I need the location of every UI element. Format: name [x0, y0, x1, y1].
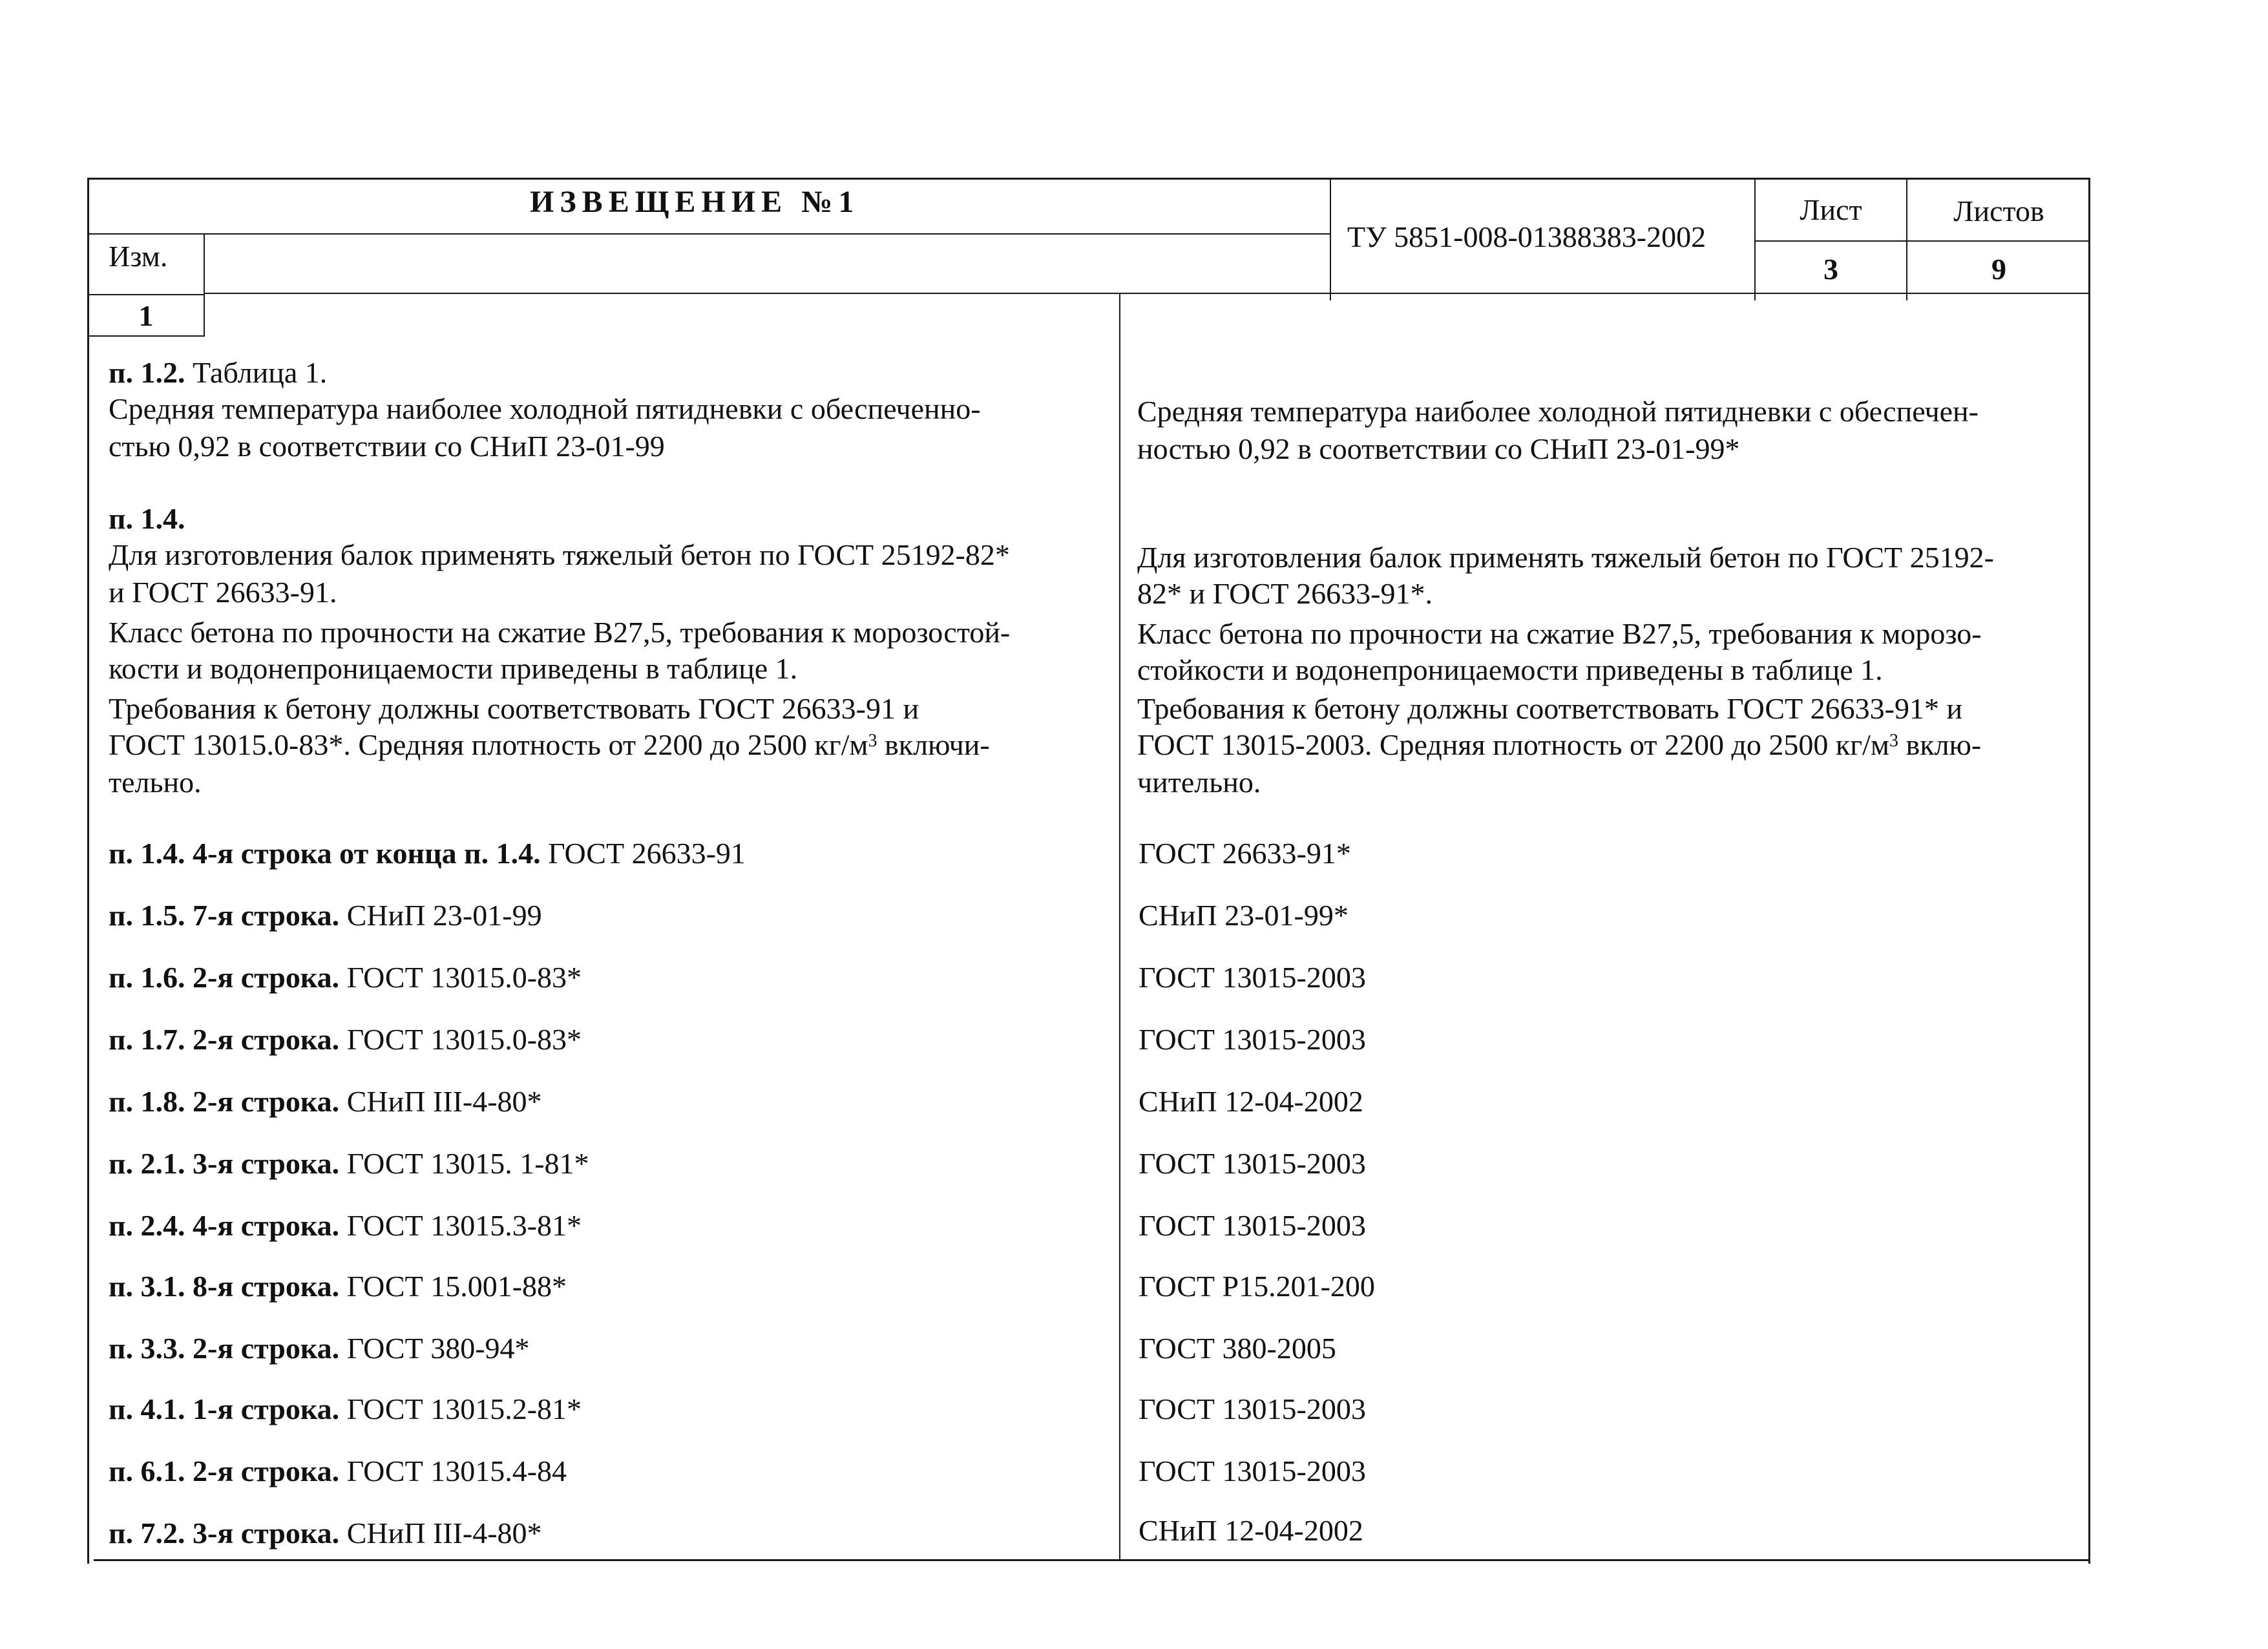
change-row-right: ГОСТ 13015-2003 [1139, 961, 1366, 994]
izm-cell-divider [87, 294, 205, 295]
sheet-number: 3 [1823, 253, 1838, 286]
left-line: стью 0,92 в соответствии со СНиП 23-01-99 [109, 430, 665, 463]
sheets-total-label: Листов [1953, 194, 2044, 227]
header-bottom-line [204, 293, 2090, 294]
change-row-left: п. 1.6. 2-я строка. ГОСТ 13015.0-83* [109, 961, 582, 994]
change-row-right: ГОСТ 13015-2003 [1139, 1023, 1366, 1056]
change-row-left: п. 1.7. 2-я строка. ГОСТ 13015.0-83* [109, 1023, 582, 1056]
change-row-right: СНиП 12-04-2002 [1139, 1514, 1363, 1547]
change-row-left: п. 1.5. 7-я строка. СНиП 23-01-99 [109, 899, 542, 932]
header-title-underline [87, 233, 1331, 235]
left-line: кости и водонепроницаемости приведены в таблице 1. [109, 652, 798, 685]
document-code: ТУ 5851-008-01388383-2002 [1347, 220, 1706, 253]
right-line: Средняя температура наиболее холодной пятидневки с обеспечен- [1137, 395, 1979, 428]
change-row-right: ГОСТ 26633-91* [1139, 837, 1351, 870]
change-row-right: ГОСТ 380-2005 [1139, 1332, 1336, 1365]
right-line: Для изготовления балок применять тяжелый бетон по ГОСТ 25192- [1137, 541, 1994, 574]
notice-title: ИЗВЕЩЕНИЕ №1 [530, 185, 860, 219]
sheet-label: Лист [1800, 193, 1862, 226]
change-row-left: п. 1.4. 4-я строка от конца п. 1.4. ГОСТ 26633-91 [109, 837, 746, 870]
right-line: ГОСТ 13015-2003. Средняя плотность от 2200 до 2500 $кг/м^3$ вклю- [1137, 728, 1982, 761]
left-line: п. 1.4. [109, 502, 185, 535]
change-row-right: ГОСТ 13015-2003 [1139, 1455, 1366, 1487]
frame-bottom [94, 1559, 2090, 1561]
frame-left [87, 178, 89, 1564]
left-line: п. 1.2. Таблица 1. [109, 356, 328, 389]
left-line: ГОСТ 13015.0-83*. Средняя плотность от 2200 до 2500 $кг/м^3$ включи- [109, 728, 990, 761]
left-line: и ГОСТ 26633-91. [109, 576, 337, 609]
change-row-left: п. 1.8. 2-я строка. СНиП III-4-80* [109, 1085, 542, 1118]
right-line: ностью 0,92 в соответствии со СНиП 23-01-99* [1137, 432, 1740, 465]
header-vline-code [1330, 178, 1331, 300]
right-line: Требования к бетону должны соответствовать ГОСТ 26633-91* и [1137, 692, 1963, 725]
sheets-total-value: 9 [1991, 253, 2006, 286]
change-row-left: п. 2.1. 3-я строка. ГОСТ 13015. 1-81* [109, 1147, 589, 1180]
left-line: тельно. [109, 766, 202, 799]
change-row-right: ГОСТ Р15.201-200 [1139, 1270, 1375, 1303]
frame-right [2088, 178, 2090, 1564]
frame-top [87, 178, 2090, 180]
change-row-left: п. 7.2. 3-я строка. СНиП III-4-80* [109, 1517, 542, 1549]
izm-value-bottom [87, 335, 205, 337]
change-row-right: ГОСТ 13015-2003 [1139, 1209, 1366, 1242]
left-line: Класс бетона по прочности на сжатие В27,5, требования к морозостой- [109, 616, 1011, 649]
izm-value: 1 [138, 299, 154, 332]
header-list-divider [1754, 240, 2090, 242]
left-line: Средняя температура наиболее холодной пятидневки с обеспеченно- [109, 392, 981, 425]
right-line: Класс бетона по прочности на сжатие В27,5, требования к морозо- [1137, 617, 1982, 650]
change-row-left: п. 3.1. 8-я строка. ГОСТ 15.001-88* [109, 1270, 567, 1303]
left-line: Требования к бетону должны соответствовать ГОСТ 26633-91 и [109, 692, 919, 725]
izm-label: Изм. [109, 240, 168, 273]
change-row-right: ГОСТ 13015-2003 [1139, 1147, 1366, 1180]
change-row-left: п. 2.4. 4-я строка. ГОСТ 13015.3-81* [109, 1209, 582, 1242]
right-line: стойкости и водонепроницаемости приведены в таблице 1. [1137, 653, 1883, 686]
change-row-left: п. 4.1. 1-я строка. ГОСТ 13015.2-81* [109, 1392, 582, 1425]
left-line: Для изготовления балок применять тяжелый бетон по ГОСТ 25192-82* [109, 538, 1010, 571]
column-divider [1119, 294, 1120, 1560]
change-row-left: п. 3.3. 2-я строка. ГОСТ 380-94* [109, 1332, 530, 1365]
right-line: 82* и ГОСТ 26633-91*. [1137, 577, 1433, 610]
change-row-right: ГОСТ 13015-2003 [1139, 1392, 1366, 1425]
change-row-right: СНиП 23-01-99* [1139, 899, 1349, 932]
change-row-left: п. 6.1. 2-я строка. ГОСТ 13015.4-84 [109, 1455, 567, 1487]
change-row-right: СНиП 12-04-2002 [1139, 1085, 1363, 1118]
right-line: чительно. [1137, 766, 1261, 799]
